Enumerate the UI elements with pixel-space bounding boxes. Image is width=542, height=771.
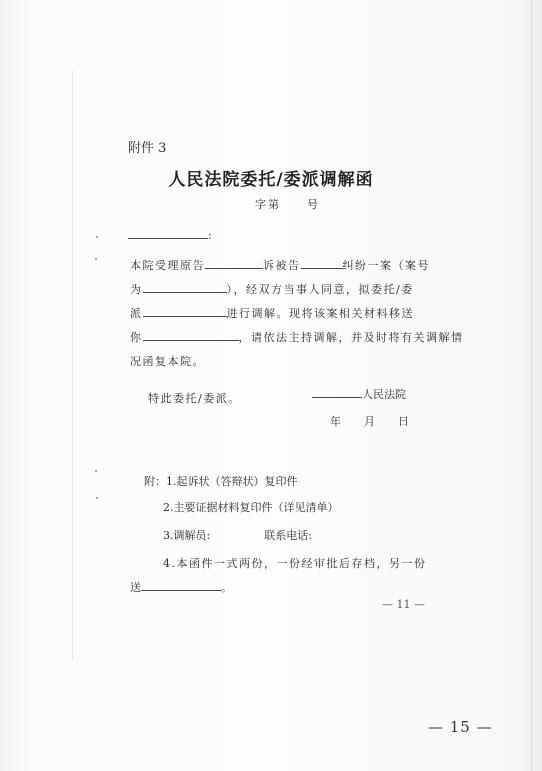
inner-page-number: — 11 — [382,598,425,611]
date-month: 月 [364,415,376,428]
doc-number-zi: 字第 [255,198,281,211]
mediator-blank [143,305,227,317]
body-text: ），经双方当事人同意，拟委托/委 [226,283,414,296]
attachment-4: 4.本函件一式两份，一份经审批后存档，另一份 [163,557,427,570]
body-text: 为 [130,283,143,296]
body-text: 你 [130,331,143,344]
recipient-blank [143,329,239,341]
body-line-5: 况函复本院。 [130,355,205,368]
body-text: ，请依法主持调解，并及时将有关调解情 [238,331,464,344]
body-line-4 [130,329,464,345]
body-text: 纠纷一案（案号 [342,259,430,272]
body-text: 派 [130,307,143,320]
page-edge [531,0,532,771]
attachment-3 [163,527,312,543]
signature-date [330,413,432,429]
court-signature [312,386,406,402]
defendant-blank [301,257,343,269]
body-text: 本院受理原告 [130,259,205,272]
addressee-line [128,227,212,242]
scan-speck [96,497,98,499]
body-line-3 [130,305,414,321]
inner-frame-edge [72,70,73,660]
body-line-2 [130,281,414,297]
addressee-blank [128,227,208,239]
scan-speck [95,258,97,260]
closing-line: 特此委托/委派。 [148,392,241,405]
court-name-blank [312,386,362,398]
attachment-2: 2.主要证据材料复印件（详见清单） [163,501,339,514]
case-number-blank [143,281,227,293]
phone-label: 联系电话: [264,529,312,542]
document-title: 人民法院委托/委派调解函 [168,170,374,190]
date-day: 日 [398,415,410,428]
page-number: — 15 — [428,718,493,736]
date-year: 年 [330,415,342,428]
body-text: 送 [130,581,141,594]
annex-label: 附件 3 [128,141,167,156]
scan-speck [96,236,98,238]
body-text: 诉被告 [263,259,301,272]
attachment-1: 附：1.起诉状（答辩状）复印件 [144,475,298,488]
document-number [255,196,320,212]
mediator-label: 3.调解员: [163,529,211,542]
doc-number-hao: 号 [307,198,320,211]
body-line-1 [130,257,430,273]
addressee-colon: : [208,229,212,242]
attachment-4-cont: 送 。 [130,581,232,594]
scan-speck [95,470,97,472]
send-to-blank [141,579,221,591]
court-label: 人民法院 [362,388,406,401]
plaintiff-blank [205,257,263,269]
body-text: 进行调解。现将该案相关材料移送 [226,307,414,320]
